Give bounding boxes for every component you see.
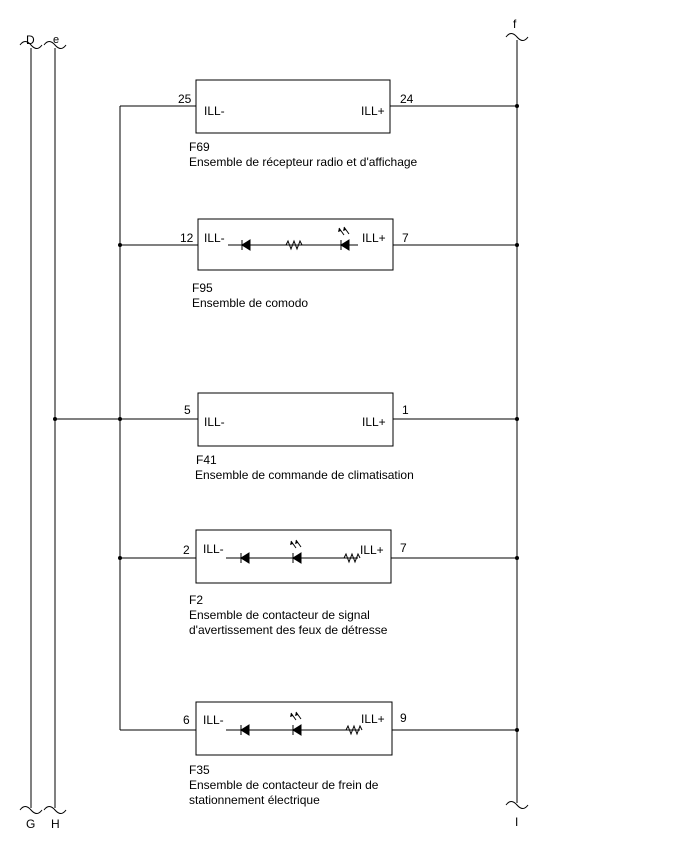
pin-left-F95: 12 bbox=[180, 231, 194, 245]
pin-left-F41: 5 bbox=[184, 403, 191, 417]
rail-label-H: H bbox=[51, 817, 60, 831]
component-code-F95: F95 bbox=[192, 281, 213, 295]
component-name-F2-line2: d'avertissement des feux de détresse bbox=[189, 623, 388, 637]
terminal-left-F69: ILL- bbox=[204, 104, 225, 118]
terminal-right-F2: ILL+ bbox=[360, 543, 384, 557]
diode-icon bbox=[242, 240, 250, 250]
terminal-right-F69: ILL+ bbox=[361, 104, 385, 118]
pin-right-F2: 7 bbox=[400, 541, 407, 555]
component-name-F2-line1: Ensemble de contacteur de signal bbox=[189, 608, 370, 622]
pin-right-F41: 1 bbox=[402, 403, 409, 417]
diode-icon bbox=[241, 725, 249, 735]
diode-icon bbox=[241, 553, 249, 563]
junction-dots bbox=[53, 104, 519, 732]
terminal-left-F2: ILL- bbox=[203, 542, 224, 556]
terminal-right-F95: ILL+ bbox=[362, 231, 386, 245]
terminal-left-F95: ILL- bbox=[204, 231, 225, 245]
pin-left-F2: 2 bbox=[183, 543, 190, 557]
component-name-F41: Ensemble de commande de climatisation bbox=[195, 468, 414, 482]
component-code-F69: F69 bbox=[189, 140, 210, 154]
pin-right-F69: 24 bbox=[400, 92, 414, 106]
led-icon bbox=[293, 725, 301, 735]
component-code-F2: F2 bbox=[189, 593, 204, 607]
component-name-F69: Ensemble de récepteur radio et d'affichage bbox=[189, 155, 418, 169]
rail-label-G: G bbox=[26, 817, 36, 831]
terminal-right-F35: ILL+ bbox=[361, 712, 385, 726]
F2-internal-circuit bbox=[226, 540, 360, 563]
component-code-F41: F41 bbox=[196, 453, 217, 467]
F35-internal-circuit bbox=[226, 712, 362, 735]
terminal-right-F41: ILL+ bbox=[362, 415, 386, 429]
rail-label-I: I bbox=[515, 815, 519, 829]
led-icon bbox=[341, 240, 349, 250]
pin-right-F35: 9 bbox=[400, 711, 407, 725]
terminal-left-F41: ILL- bbox=[204, 415, 225, 429]
component-box-F35 bbox=[196, 702, 392, 755]
component-name-F95: Ensemble de comodo bbox=[192, 296, 309, 310]
rail-label-D: D bbox=[26, 33, 35, 47]
rail-label-e: e bbox=[53, 34, 60, 46]
component-code-F35: F35 bbox=[189, 763, 210, 777]
pin-left-F69: 25 bbox=[178, 92, 192, 106]
break-mark-f-top bbox=[506, 34, 528, 41]
pin-left-F35: 6 bbox=[183, 713, 190, 727]
component-name-F35-line2: stationnement électrique bbox=[189, 793, 320, 807]
terminal-left-F35: ILL- bbox=[203, 713, 224, 727]
led-icon bbox=[293, 553, 301, 563]
component-name-F35-line1: Ensemble de contacteur de frein de bbox=[189, 778, 379, 792]
rail-label-f: f bbox=[513, 17, 517, 31]
pin-right-F95: 7 bbox=[402, 231, 409, 245]
